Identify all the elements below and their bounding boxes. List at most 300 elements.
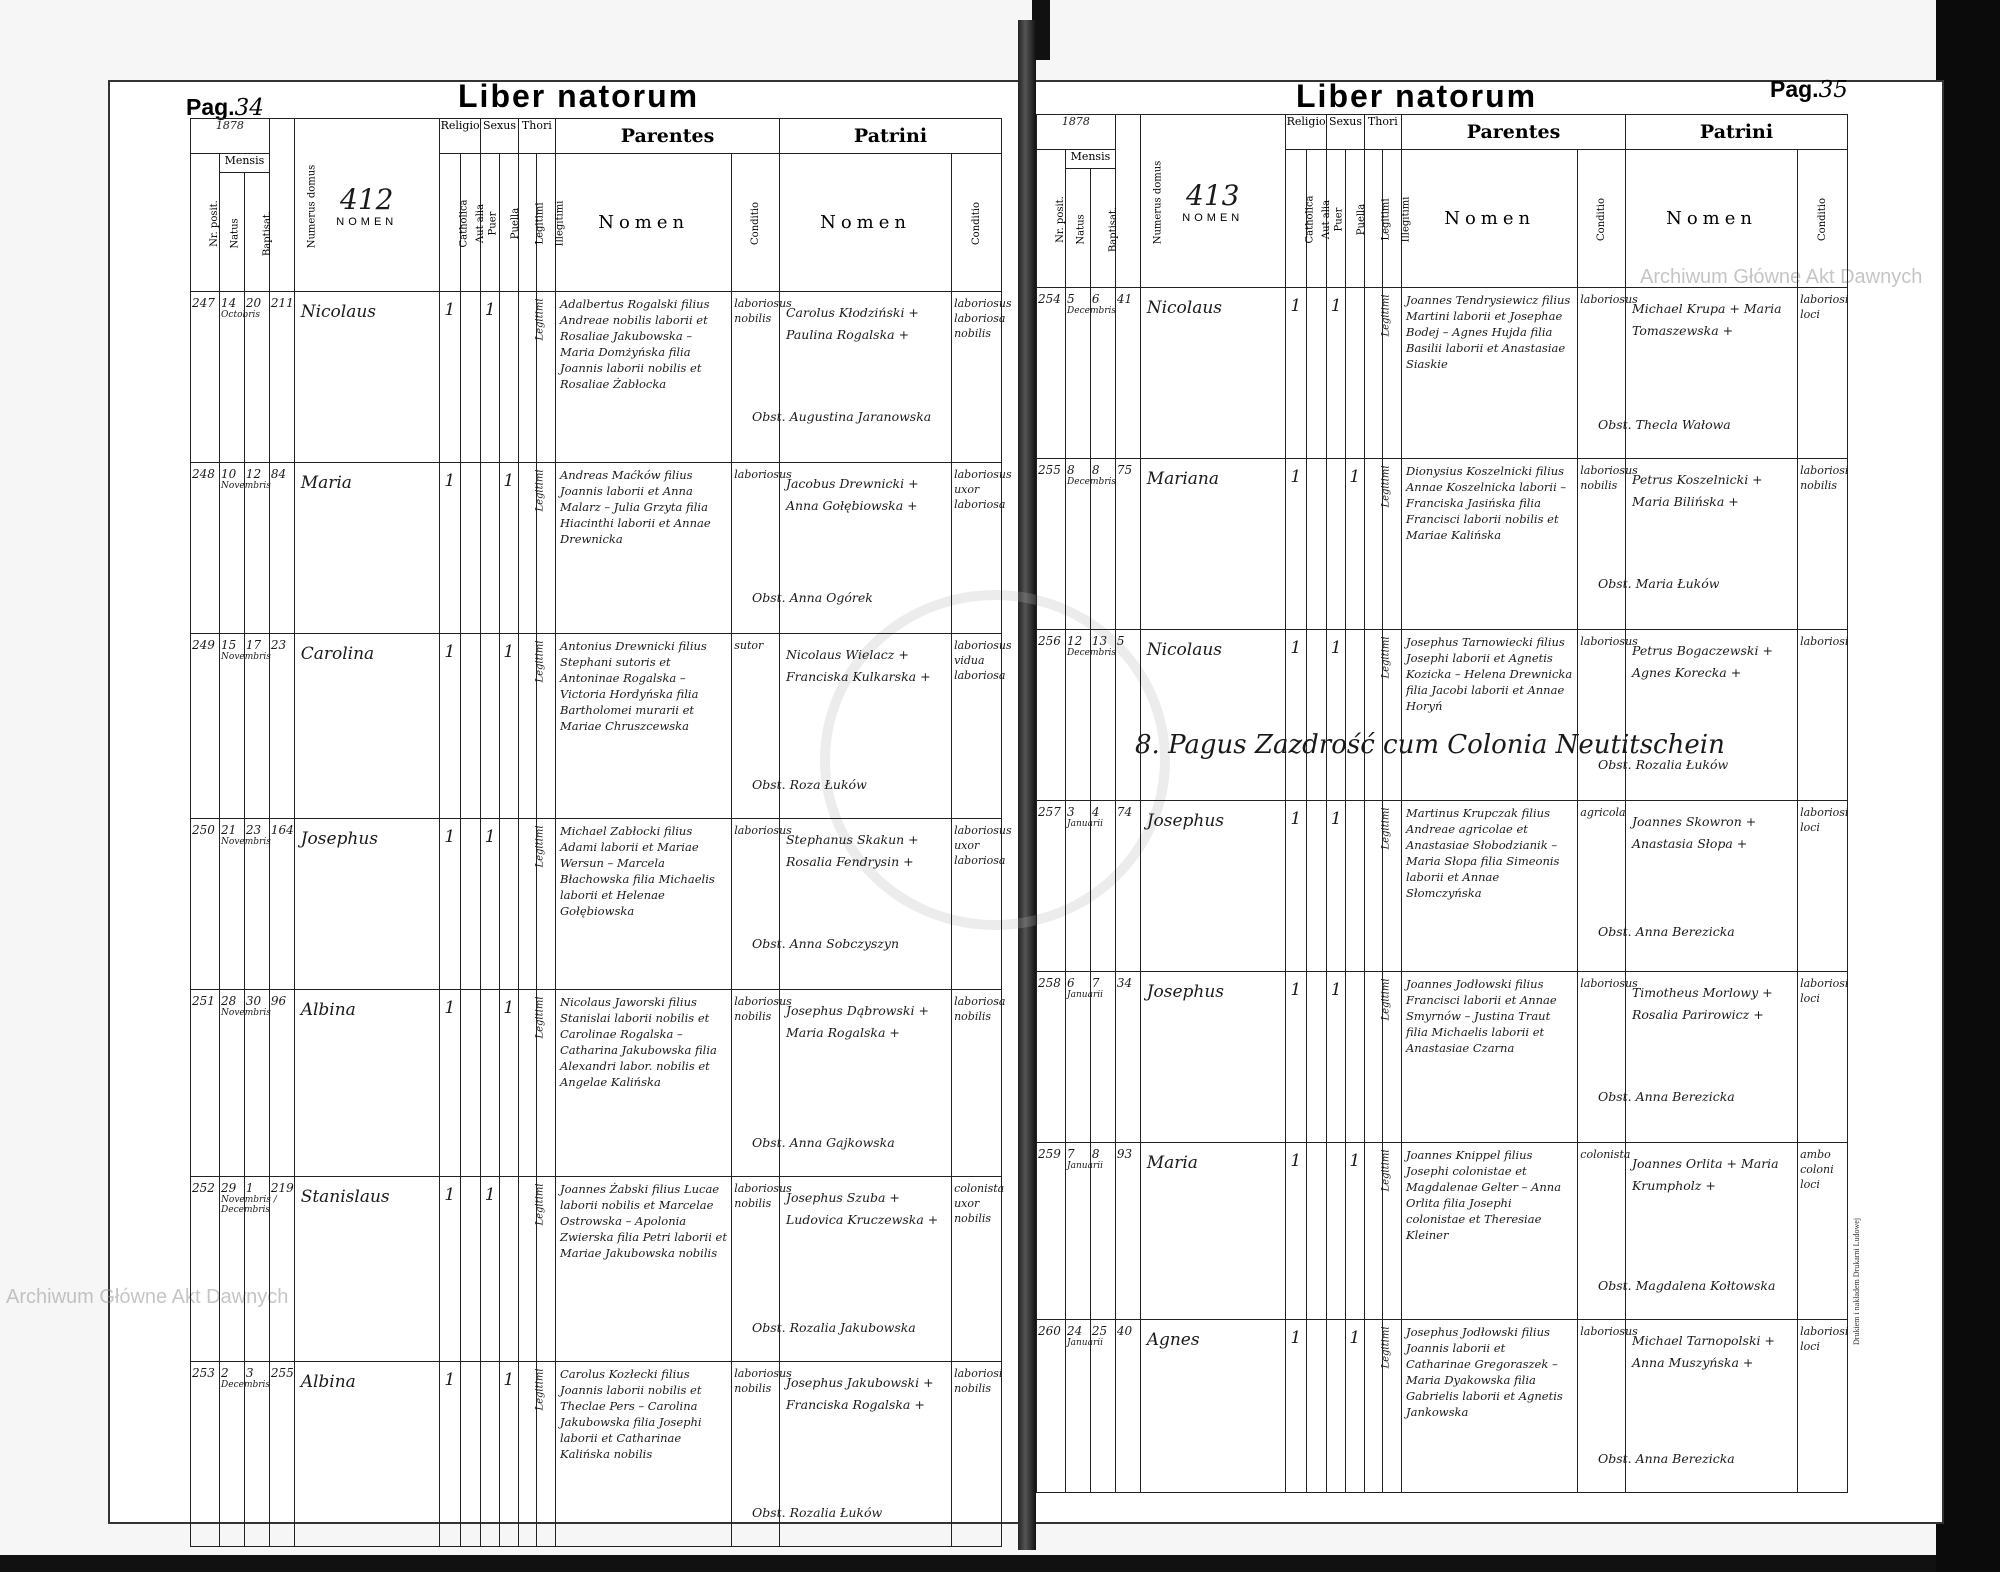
catholica-header: Catholica: [439, 154, 460, 292]
register-entry-row: [191, 634, 1002, 819]
godparents-text: Timotheus Morlowy + Rosalia Parirowicz +: [1631, 985, 1773, 1022]
godparents-conditio: laboriosus laboriosa nobilis: [952, 292, 1002, 463]
catholica-mark: 1: [1285, 972, 1306, 1143]
legitimi-mark: [518, 634, 546, 819]
obstetrix-note: Obst. Rozalia Łuków: [1597, 757, 1729, 772]
obstetrix-note: Obst. Thecla Wałowa: [1597, 417, 1731, 432]
catholica-mark: 1: [1285, 630, 1306, 801]
godparents-conditio: laboriosi loci: [1798, 972, 1848, 1143]
obstetrix-note: Obst. Rozalia Łuków: [751, 1505, 883, 1520]
legitimi-header: Legitimi: [518, 154, 537, 292]
parents-conditio: laboriosus nobilis: [732, 1362, 780, 1547]
godparents-text: Carolus Kłodziński + Paulina Rogalska +: [785, 305, 919, 342]
godparents-conditio: laboriosa nobilis: [952, 990, 1002, 1177]
godparents-text: Josephus Jakubowski + Franciska Rogalska +: [785, 1375, 934, 1412]
parents-names: Adalbertus Rogalski filius Andreae nobilis laborii et Rosaliae Jakubowska – Maria Domżyńska filia Joannis laborii nobilis et Rosaliae Żabłocka: [556, 292, 732, 463]
legitimi-value: Legitimi: [534, 996, 546, 1039]
puer-mark: [1327, 1143, 1346, 1320]
puer-header: Puer: [1327, 150, 1346, 288]
house-number: 40: [1115, 1320, 1140, 1493]
baptisat-day: 7: [1090, 972, 1115, 1143]
obstetrix-note: Obst. Anna Berezicka: [1597, 1451, 1735, 1466]
godparents-conditio: colonista uxor nobilis: [952, 1177, 1002, 1362]
parents-names: Antonius Drewnicki filius Stephani sutoris et Antoninae Rogalska – Victoria Hordyńska filia Bartholomei murarii et Mariae Chruszcewska: [556, 634, 732, 819]
legitimi-value: Legitimi: [1380, 1149, 1392, 1192]
register-entry-row: [191, 463, 1002, 634]
parentes-nomen-header: Nomen: [556, 154, 732, 292]
numerus-domus-header: Numerus domus: [1115, 115, 1140, 288]
baptisat-day: 12: [244, 463, 269, 634]
sexus-header: Sexus: [1327, 115, 1364, 150]
aut-alia-mark: [1306, 801, 1327, 972]
parents-names: Nicolaus Jaworski filius Stanislai laborii nobilis et Carolinae Rogalska – Catharina Jakubowska filia Alexandri labor. nobilis et Angelae Kalińska: [556, 990, 732, 1177]
puella-mark: [1346, 972, 1365, 1143]
entry-number: 258: [1037, 972, 1066, 1143]
parents-conditio: laboriosus nobilis: [1578, 459, 1626, 630]
puella-mark: [1346, 801, 1365, 972]
parents-conditio: colonista: [1578, 1143, 1626, 1320]
godparents-conditio: laboriosus vidua laboriosa: [952, 634, 1002, 819]
godparents-conditio: laboriosus uxor laboriosa: [952, 819, 1002, 990]
obstetrix-note: Obst. Anna Sobczyszyn: [751, 936, 900, 951]
legitimi-mark: [518, 292, 546, 463]
legitimi-value: Legitimi: [1380, 294, 1392, 337]
month-value: Decembris: [1067, 306, 1117, 316]
legitimi-value: Legitimi: [1380, 807, 1392, 850]
parentes-nomen-header: Nomen: [1402, 150, 1578, 288]
parents-names: Joannes Jodłowski filius Francisci laborii et Annae Smyrnów – Justina Traut filia Michaelis laborii et Anastasiae Czarna: [1402, 972, 1578, 1143]
legitimi-mark: [518, 990, 546, 1177]
legitimi-value: Legitimi: [534, 825, 546, 868]
patrini-nomen-header: Nomen: [779, 154, 951, 292]
godparents-conditio: laboriosi nobilis: [952, 1362, 1002, 1547]
godparents-text: Petrus Bogaczewski + Agnes Korecka +: [1631, 643, 1773, 680]
puer-mark: 1: [1327, 801, 1346, 972]
catholica-mark: 1: [1285, 801, 1306, 972]
legitimi-mark: [1364, 801, 1392, 972]
puer-mark: 1: [481, 1177, 500, 1362]
year-header: 1878: [191, 119, 270, 154]
entry-number: 257: [1037, 801, 1066, 972]
register-entry-row: [1037, 630, 1848, 801]
legitimi-mark: [1364, 1320, 1392, 1493]
natus-day: [1066, 288, 1117, 459]
baptisat-day: 25: [1090, 1320, 1115, 1493]
entry-number: 253: [191, 1362, 220, 1547]
puer-mark: 1: [1327, 972, 1346, 1143]
puella-mark: 1: [500, 634, 519, 819]
puella-mark: 1: [500, 990, 519, 1177]
puella-mark: 1: [500, 1362, 519, 1547]
register-entry-row: [1037, 288, 1848, 459]
puer-mark: [1327, 459, 1346, 630]
parentes-header: Parentes: [556, 119, 780, 154]
illegitimi-header: Illegitimi: [1383, 150, 1402, 288]
legitimi-value: Legitimi: [1380, 636, 1392, 679]
catholica-mark: 1: [1285, 1320, 1306, 1493]
baptisat-day: 4: [1090, 801, 1115, 972]
aut-alia-mark: [1306, 1143, 1327, 1320]
parentes-header: Parentes: [1402, 115, 1626, 150]
aut-alia-mark: [460, 819, 481, 990]
village-heading: 8. Pagus Zazdrość cum Colonia Neutitschein: [1135, 730, 1725, 760]
month-value: Januarii: [1067, 819, 1104, 829]
baptisat-day: 30: [244, 990, 269, 1177]
parents-conditio: sutor: [732, 634, 780, 819]
puella-mark: 1: [1346, 1143, 1365, 1320]
religio-header: Religio: [1285, 115, 1326, 150]
godparents-conditio: laboriosi loci: [1798, 1320, 1848, 1493]
parents-conditio: laboriosus: [1578, 972, 1626, 1143]
parents-names: Dionysius Koszelnicki filius Annae Koszelnicka laborii – Franciska Jasińska filia Francisci laborii nobilis et Mariae Kalińska: [1402, 459, 1578, 630]
parents-names: Carolus Kozłecki filius Joannis laborii nobilis et Theclae Pers – Carolina Jakubowska filia Josephi laborii et Catharinae Kalińska nobilis: [556, 1362, 732, 1547]
puella-mark: [500, 1177, 519, 1362]
parents-conditio: laboriosus nobilis: [732, 292, 780, 463]
puer-mark: 1: [481, 292, 500, 463]
aut-alia-mark: [460, 1362, 481, 1547]
month-value: Januarii: [1067, 990, 1104, 1000]
godparents-text: Nicolaus Wielacz + Franciska Kulkarska +: [785, 647, 931, 684]
aut-alia-mark: [1306, 1320, 1327, 1493]
month-value: Novembris: [221, 652, 271, 662]
child-name: Albina: [294, 1362, 439, 1547]
legitimi-value: Legitimi: [534, 640, 546, 683]
puella-mark: 1: [500, 463, 519, 634]
house-number: 219: [269, 1177, 294, 1362]
puer-mark: [481, 463, 500, 634]
puer-mark: [481, 1362, 500, 1547]
month-value: Decembris: [221, 1380, 271, 1390]
entry-number: 248: [191, 463, 220, 634]
entry-number: 254: [1037, 288, 1066, 459]
nr-posit-header: Nr. posit.: [191, 154, 220, 292]
obstetrix-note: Obst. Augustina Jaranowska: [751, 409, 932, 424]
aut-alia-mark: [1306, 459, 1327, 630]
baptisat-day: 8: [1090, 459, 1115, 630]
godparents-text: Michael Tarnopolski + Anna Muszyńska +: [1631, 1333, 1775, 1370]
puella-mark: [1346, 630, 1365, 801]
patrini-conditio-header: Conditio: [1798, 150, 1848, 288]
parentes-conditio-header: Conditio: [732, 154, 780, 292]
numerus-domus-header: Numerus domus: [269, 119, 294, 292]
godparents-conditio: laboriosi loci: [1798, 801, 1848, 972]
natus-day: [1066, 972, 1104, 1143]
parents-conditio: laboriosus: [1578, 288, 1626, 459]
godparents-text: Joannes Skowron + Anastasia Słopa +: [1631, 814, 1757, 851]
child-name: Nicolaus: [1140, 630, 1285, 801]
baptisat-header: Baptisat.: [1090, 169, 1115, 288]
natus-day: [220, 1362, 271, 1547]
legitimi-mark: [1364, 630, 1392, 801]
puer-mark: [1327, 1320, 1346, 1493]
parents-conditio: laboriosus: [732, 819, 780, 990]
child-name: Josephus: [1140, 801, 1285, 972]
legitimi-mark: [518, 1362, 546, 1547]
natus-day-value: 15: [221, 638, 237, 652]
puer-mark: [481, 990, 500, 1177]
register-entry-row: [191, 1177, 1002, 1362]
register-entry-row: [191, 990, 1002, 1177]
child-name: Nicolaus: [1140, 288, 1285, 459]
legitimi-value: Legitimi: [534, 298, 546, 341]
puer-mark: 1: [1327, 288, 1346, 459]
puella-header: Puella: [500, 154, 519, 292]
puer-mark: 1: [481, 819, 500, 990]
baptisat-day: 20: [244, 292, 269, 463]
legitimi-mark: [1364, 972, 1392, 1143]
baptisat-day: 23: [244, 819, 269, 990]
watermark-left: Archiwum Główne Akt Dawnych: [6, 1286, 289, 1308]
puer-mark: 1: [1327, 630, 1346, 801]
natus-day-value: 2: [221, 1366, 229, 1380]
month-value: Novembris: [221, 1008, 271, 1018]
godparents-names: [751, 634, 951, 819]
left-page-title: Liber natorum: [458, 78, 700, 114]
scan-edge-right: [1936, 0, 2000, 1572]
house-number: 75: [1115, 459, 1140, 630]
house-number: 74: [1115, 801, 1140, 972]
house-number: 96: [269, 990, 294, 1177]
mensis-header: Mensis: [220, 154, 270, 173]
child-name: Nicolaus: [294, 292, 439, 463]
natus-day-value: 21: [221, 823, 237, 837]
aut-alia-mark: [1306, 972, 1327, 1143]
religio-header: Religio: [439, 119, 480, 154]
child-name: Stanislaus: [294, 1177, 439, 1362]
aut-alia-mark: [1306, 630, 1327, 801]
entry-number: 251: [191, 990, 220, 1177]
legitimi-mark: [518, 463, 546, 634]
entry-number: 256: [1037, 630, 1066, 801]
thori-header: Thori: [1364, 115, 1401, 150]
parents-conditio: laboriosus nobilis: [732, 1177, 780, 1362]
legitimi-value: Legitimi: [534, 469, 546, 512]
month-value: Octobris: [221, 310, 261, 320]
nomen-header: 413 NOMEN: [1140, 115, 1285, 288]
legitimi-mark: [1364, 1143, 1392, 1320]
left-page-number: Pag.34: [186, 94, 264, 121]
child-name: Albina: [294, 990, 439, 1177]
obstetrix-note: Obst. Anna Berezicka: [1597, 924, 1735, 939]
natus-day: [1066, 459, 1117, 630]
parents-conditio: laboriosus: [732, 463, 780, 634]
puella-mark: [500, 292, 519, 463]
year-header: 1878: [1037, 115, 1116, 150]
parents-names: Joannes Tendrysiewicz filius Martini laborii et Josephae Bodej – Agnes Hujda filia Basilii laborii et Anastasiae Siaskie: [1402, 288, 1578, 459]
month-value: Novembris: [221, 481, 271, 491]
parents-conditio: agricola: [1578, 801, 1626, 972]
baptisat-header: Baptisat.: [244, 173, 269, 292]
thori-header: Thori: [518, 119, 555, 154]
legitimi-value: Legitimi: [1380, 1326, 1392, 1369]
child-name: Josephus: [294, 819, 439, 990]
obstetrix-note: Obst. Anna Gajkowska: [751, 1135, 895, 1150]
entry-number: 250: [191, 819, 220, 990]
obstetrix-note: Obst. Magdalena Kołtowska: [1597, 1278, 1776, 1293]
parents-names: Michael Zabłocki filius Adami laborii et Mariae Wersun – Marcela Błachowska filia Michaelis laborii et Helenae Gołębiowska: [556, 819, 732, 990]
aut-alia-header: Aut alia: [460, 154, 481, 292]
register-entry-row: [1037, 1143, 1848, 1320]
natus-header: Natus: [220, 173, 245, 292]
entry-number: 252: [191, 1177, 220, 1362]
child-name: Mariana: [1140, 459, 1285, 630]
parents-names: Martinus Krupczak filius Andreae agricolae et Anastasiae Słobodzianik – Maria Słopa filia Simeonis laborii et Annae Słomczyńska: [1402, 801, 1578, 972]
sexus-header: Sexus: [481, 119, 518, 154]
legitimi-value: Legitimi: [1380, 978, 1392, 1021]
baptisat-day: 6: [1090, 288, 1115, 459]
godparents-conditio: ambo coloni loci: [1798, 1143, 1848, 1320]
godparents-text: Michael Krupa + Maria Tomaszewska +: [1631, 301, 1782, 338]
catholica-mark: 1: [439, 1177, 460, 1362]
baptisat-day: 13: [1090, 630, 1115, 801]
register-entry-row: [1037, 972, 1848, 1143]
godparents-conditio: laboriosus uxor laboriosa: [952, 463, 1002, 634]
baptisat-day: 17: [244, 634, 269, 819]
godparents-text: Petrus Koszelnicki + Maria Bilińska +: [1631, 472, 1763, 509]
register-entry-row: [1037, 801, 1848, 972]
natus-day: [1066, 801, 1104, 972]
watermark-right: Archiwum Główne Akt Dawnych: [1640, 266, 1923, 288]
nr-posit-header: Nr. posit.: [1037, 150, 1066, 288]
aut-alia-mark: [460, 634, 481, 819]
godparents-conditio: laboriosi: [1798, 630, 1848, 801]
house-number: 41: [1115, 288, 1140, 459]
legitimi-mark: [1364, 459, 1392, 630]
parents-conditio: laboriosus: [1578, 630, 1626, 801]
natus-day-value: 12: [1067, 634, 1083, 648]
child-name: Maria: [1140, 1143, 1285, 1320]
godparents-text: Josephus Szuba + Ludovica Kruczewska +: [785, 1190, 939, 1227]
legitimi-mark: [518, 819, 546, 990]
child-name: Carolina: [294, 634, 439, 819]
house-number: 5: [1115, 630, 1140, 801]
parents-names: Joannes Żabski filius Lucae laborii nobilis et Marcelae Ostrowska – Apolonia Zwierska filia Petri laborii et Mariae Jakubowska nobilis: [556, 1177, 732, 1362]
natus-day: [1066, 1143, 1104, 1320]
catholica-mark: 1: [439, 1362, 460, 1547]
obstetrix-note: Obst. Anna Berezicka: [1597, 1089, 1735, 1104]
parents-names: Josephus Tarnowiecki filius Josephi laborii et Agnetis Kozicka – Helena Drewnicka filia Jacobi laborii et Annae Horyń: [1402, 630, 1578, 801]
godparents-conditio: laboriosi loci: [1798, 288, 1848, 459]
catholica-mark: 1: [1285, 459, 1306, 630]
catholica-mark: 1: [439, 292, 460, 463]
legitimi-header: Legitimi: [1364, 150, 1383, 288]
natus-day-value: 3: [1067, 805, 1075, 819]
entry-number: 255: [1037, 459, 1066, 630]
legitimi-value: Legitimi: [534, 1368, 546, 1411]
natus-day-value: 28: [221, 994, 237, 1008]
patrini-header: Patrini: [779, 119, 1001, 154]
legitimi-value: Legitimi: [1380, 465, 1392, 508]
register-entry-row: [1037, 1320, 1848, 1493]
parents-names: Joannes Knippel filius Josephi colonistae et Magdalenae Gelter – Anna Orlita filia Josephi colonistae et Theresiae Kleiner: [1402, 1143, 1578, 1320]
puella-mark: [1346, 288, 1365, 459]
entry-number: 260: [1037, 1320, 1066, 1493]
catholica-mark: 1: [439, 819, 460, 990]
natus-day-value: 6: [1067, 976, 1075, 990]
natus-day-value: 7: [1067, 1147, 1075, 1161]
natus-day-value: 24: [1067, 1324, 1083, 1338]
register-entry-row: [191, 292, 1002, 463]
month-value: Decembris: [1067, 477, 1117, 487]
parents-conditio: laboriosus nobilis: [732, 990, 780, 1177]
puella-mark: 1: [1346, 1320, 1365, 1493]
entry-number: 247: [191, 292, 220, 463]
catholica-mark: 1: [439, 990, 460, 1177]
godparents-text: Josephus Dąbrowski + Maria Rogalska +: [785, 1003, 929, 1040]
catholica-mark: 1: [1285, 288, 1306, 459]
house-number: 211: [269, 292, 294, 463]
catholica-header: Catholica: [1285, 150, 1306, 288]
puella-header: Puella: [1346, 150, 1365, 288]
aut-alia-mark: [460, 990, 481, 1177]
scan-edge-bottom: [0, 1555, 2000, 1572]
obstetrix-note: Obst. Maria Łuków: [1597, 576, 1720, 591]
patrini-conditio-header: Conditio: [952, 154, 1002, 292]
puer-mark: [481, 634, 500, 819]
house-number: 255: [269, 1362, 294, 1547]
godparents-text: Stephanus Skakun + Rosalia Fendrysin +: [785, 832, 919, 869]
obstetrix-note: Obst. Rozalia Jakubowska: [751, 1320, 916, 1335]
puer-header: Puer: [481, 154, 500, 292]
aut-alia-mark: [1306, 288, 1327, 459]
natus-day-value: 8: [1067, 463, 1075, 477]
parents-conditio: laboriosus: [1578, 1320, 1626, 1493]
printer-note: Drukiem i nakładem Drukarni Ludowej: [1852, 1217, 1861, 1345]
register-entry-row: [1037, 459, 1848, 630]
obstetrix-note: Obst. Anna Ogórek: [751, 590, 873, 605]
aut-alia-mark: [460, 1177, 481, 1362]
catholica-mark: 1: [439, 634, 460, 819]
house-number: 93: [1115, 1143, 1140, 1320]
godparents-text: Joannes Orlita + Maria Krumpholz +: [1631, 1156, 1779, 1193]
month-value: Januarii: [1067, 1338, 1104, 1348]
baptisat-day: 8: [1090, 1143, 1115, 1320]
natus-day-value: 29: [221, 1181, 237, 1195]
right-register-table: [1036, 114, 1848, 1493]
month-value: Novembris / Decembris: [221, 1195, 277, 1215]
natus-day-value: 10: [221, 467, 237, 481]
left-register-table: [190, 118, 1012, 1547]
patrini-header: Patrini: [1625, 115, 1847, 150]
puella-mark: 1: [1346, 459, 1365, 630]
month-value: Decembris: [1067, 648, 1117, 658]
baptisat-day: 3: [244, 1362, 269, 1547]
parents-names: Josephus Jodłowski filius Joannis laborii et Catharinae Gregoraszek – Maria Dyakowska filia Gabrielis laborii et Agnetis Jankowska: [1402, 1320, 1578, 1493]
aut-alia-mark: [460, 292, 481, 463]
right-page-number: Pag.35: [1770, 76, 1848, 103]
entry-number: 249: [191, 634, 220, 819]
legitimi-value: Legitimi: [534, 1183, 546, 1226]
catholica-mark: 1: [1285, 1143, 1306, 1320]
catholica-mark: 1: [439, 463, 460, 634]
godparents-text: Jacobus Drewnicki + Anna Gołębiowska +: [785, 476, 919, 513]
house-number: 23: [269, 634, 294, 819]
register-entry-row: [191, 1362, 1002, 1547]
house-number: 164: [269, 819, 294, 990]
child-name: Josephus: [1140, 972, 1285, 1143]
puella-mark: [500, 819, 519, 990]
child-name: Agnes: [1140, 1320, 1285, 1493]
right-page-title: Liber natorum: [1296, 78, 1538, 114]
parentes-conditio-header: Conditio: [1578, 150, 1626, 288]
register-entry-row: [191, 819, 1002, 990]
patrini-nomen-header: Nomen: [1625, 150, 1797, 288]
entry-number: 259: [1037, 1143, 1066, 1320]
nomen-header: 412 NOMEN: [294, 119, 439, 292]
house-number: 84: [269, 463, 294, 634]
natus-header: Natus: [1066, 169, 1091, 288]
natus-day: [220, 1177, 277, 1362]
